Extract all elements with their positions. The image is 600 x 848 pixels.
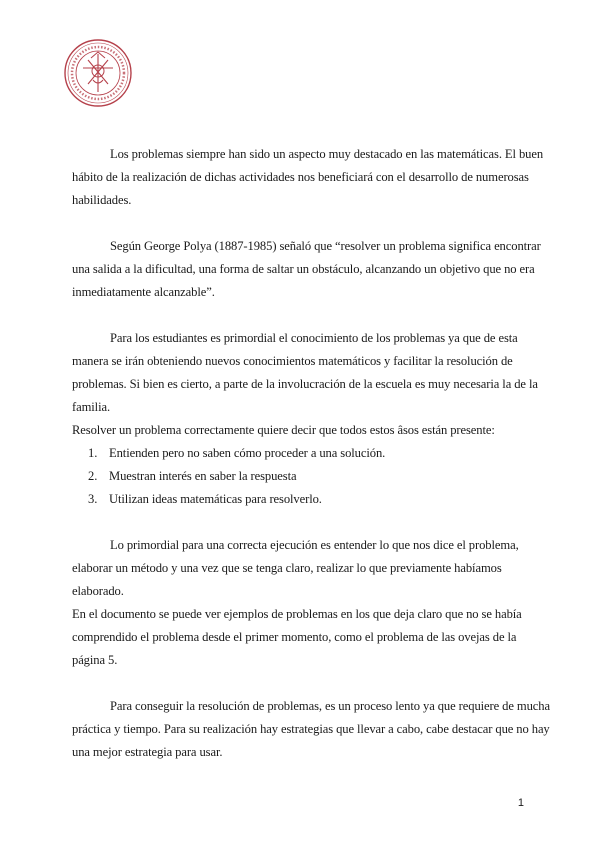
paragraph-2: Según George Polya (1887-1985) señaló que “resolver un problema significa encontrar una salida a la dificultad, una forma de saltar un obstáculo, alcanzando un objetivo que no era inmediatamente alcanzable”. bbox=[72, 239, 541, 299]
university-seal-icon bbox=[63, 38, 133, 108]
list-item-text: Entienden pero no saben cómo proceder a una solución. bbox=[109, 446, 386, 460]
document-body bbox=[72, 143, 552, 764]
paragraph-3-continuation: Resolver un problema correctamente quiere decir que todos estos âsos están presente: bbox=[72, 423, 495, 437]
list-item-text: Utilizan ideas matemáticas para resolverlo. bbox=[109, 492, 322, 506]
page-number: 1 bbox=[517, 797, 524, 809]
paragraph-4-continuation: En el documento se puede ver ejemplos de problemas en los que deja claro que no se había comprendido el problema desde el primer momento, como el problema de las ovejas de la página 5. bbox=[72, 607, 522, 667]
list-item bbox=[72, 465, 552, 488]
list-item-text: Muestran interés en saber la respuesta bbox=[109, 469, 297, 483]
list-item bbox=[72, 442, 552, 465]
numbered-list bbox=[72, 442, 552, 511]
paragraph-4: Lo primordial para una correcta ejecución es entender lo que nos dice el problema, elaborar un método y una vez que se tenga claro, realizar lo que previamente habíamos elaborado. bbox=[72, 538, 519, 598]
list-item-number: 1. bbox=[88, 446, 98, 460]
list-item-number: 3. bbox=[88, 492, 98, 506]
list-item-number: 2. bbox=[88, 469, 98, 483]
paragraph-5: Para conseguir la resolución de problemas, es un proceso lento ya que requiere de mucha práctica y tiempo. Para su realización hay estrategias que llevar a cabo, cabe destacar que no hay una mejor estrategia para usar. bbox=[72, 699, 550, 759]
paragraph-1: Los problemas siempre han sido un aspecto muy destacado en las matemáticas. El buen hábito de la realización de dichas actividades nos beneficiará con el desarrollo de numerosas habilidades. bbox=[72, 147, 544, 207]
list-item bbox=[72, 488, 552, 511]
paragraph-3: Para los estudiantes es primordial el conocimiento de los problemas ya que de esta manera se irán obteniendo nuevos conocimientos matemáticos y facilitar la resolución de problemas. Si bien es cierto, a parte de la involucración de la escuela es muy necesaria la de la familia. bbox=[72, 331, 538, 414]
